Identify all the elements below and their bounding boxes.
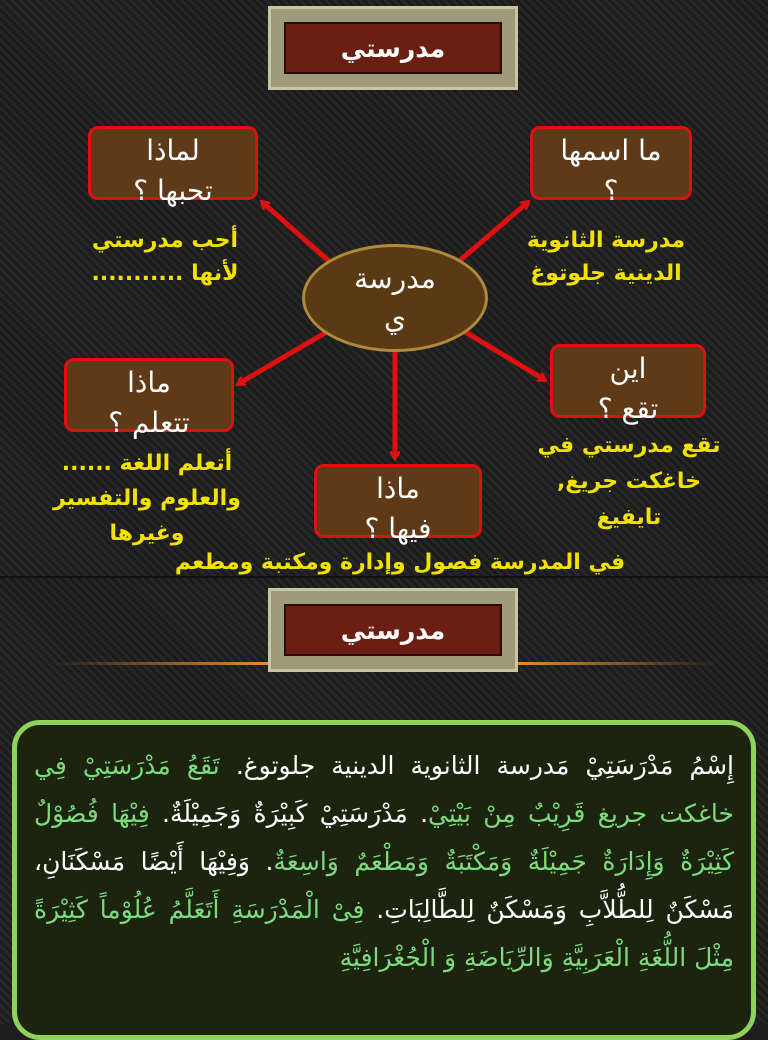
title-frame-2 [268, 588, 518, 672]
answer-name [508, 224, 704, 290]
arrow-to-why [262, 202, 330, 262]
title-rule-right [518, 662, 718, 665]
answer-name-line1: مدرسة الثانوية [526, 228, 686, 253]
question-box-what [314, 464, 482, 545]
slide-title: مدرستي [284, 22, 502, 74]
question-name-line1: ما اسمها [560, 134, 662, 167]
question-what-line2: فيها ؟ [364, 512, 432, 545]
question-where-line2: تقع ؟ [597, 392, 659, 425]
center-line2: ي [384, 302, 406, 335]
paragraph-segment: . وَفِيْهَا أَيْضًا مَسْكَنَانِ، مَسْكَنٌ لِلطُّلاَّبِ وَمَسْكَنٌ لِلطَّالِبَاتِ. [34, 847, 734, 924]
question-box-where [550, 344, 706, 425]
question-box-learn [64, 358, 234, 439]
answer-where-line1: تقع مدرستي في [537, 433, 721, 458]
answer-why [70, 224, 260, 290]
slide-title-2: مدرستي [284, 604, 502, 656]
question-box-why [88, 126, 258, 207]
answer-name-line2: الدينية جلوتوغ [530, 261, 682, 286]
question-box-name [530, 126, 692, 207]
answer-where-line3: تايفيغ [596, 505, 662, 530]
answer-why-line2: لأنها ........... [91, 261, 239, 286]
paragraph-segment: . مَدْرَسَتِيْ كَبِيْرَةٌ وَجَمِيْلَةٌ. [149, 799, 429, 828]
question-learn-line2: تتعلم ؟ [108, 406, 190, 439]
question-why-line1: لماذا [146, 134, 200, 167]
answer-what [150, 546, 650, 576]
paragraph-segment-highlight: فِىْ الْمَدْرَسَةِ أَتَعَلَّمُ عُلُوْماً كَثِيْرَةً مِثْلَ اللُّغَةِ الْعَرَبِيَّةِ وَالرِّيَاضَةِ وَ الْجُغْرَافِيَّةِ [34, 895, 734, 972]
question-why-line2: تحبها ؟ [133, 174, 213, 207]
paragraph-segment: إِسْمُ مَدْرَسَتِيْ مَدرسة الثانوية الدينية جلوتوغ. [219, 751, 734, 780]
question-name-line2: ؟ [603, 174, 619, 207]
answer-learn-line3: وغيرها [109, 521, 185, 546]
answer-what-line1: في المدرسة فصول وإدارة ومكتبة ومطعم [174, 550, 626, 575]
paragraph-segment-highlight: فِيْهَا فُصُوْلٌ كَثِيْرَةٌ وَإِدَارَةٌ جَمِيْلَةٌ وَمَكْتَبَةٌ وَمَطْعَمٌ وَاسِعَةٌ [34, 799, 734, 876]
question-where-line1: اين [609, 352, 647, 385]
center-line1: مدرسة [354, 262, 436, 295]
answer-learn-line1: أتعلم اللغة ...... [61, 451, 233, 476]
center-topic [302, 244, 488, 352]
answer-why-line1: أحب مدرستي [91, 228, 239, 253]
title-frame [268, 6, 518, 90]
paragraph [34, 742, 734, 982]
answer-learn-line2: والعلوم والتفسير [53, 486, 241, 511]
question-learn-line1: ماذا [127, 366, 171, 399]
paragraph-segment-highlight: تَقَعُ مَدْرَسَتِيْ فِي خاغكت جريغ قَرِيْبٌ مِنْ بَيْتِيْ [34, 751, 734, 828]
answer-where [522, 428, 736, 536]
answer-where-line2: خاغكت جريغ, [556, 469, 702, 494]
question-what-line1: ماذا [376, 472, 420, 505]
title-rule-left [50, 662, 268, 665]
answer-learn [40, 446, 254, 551]
